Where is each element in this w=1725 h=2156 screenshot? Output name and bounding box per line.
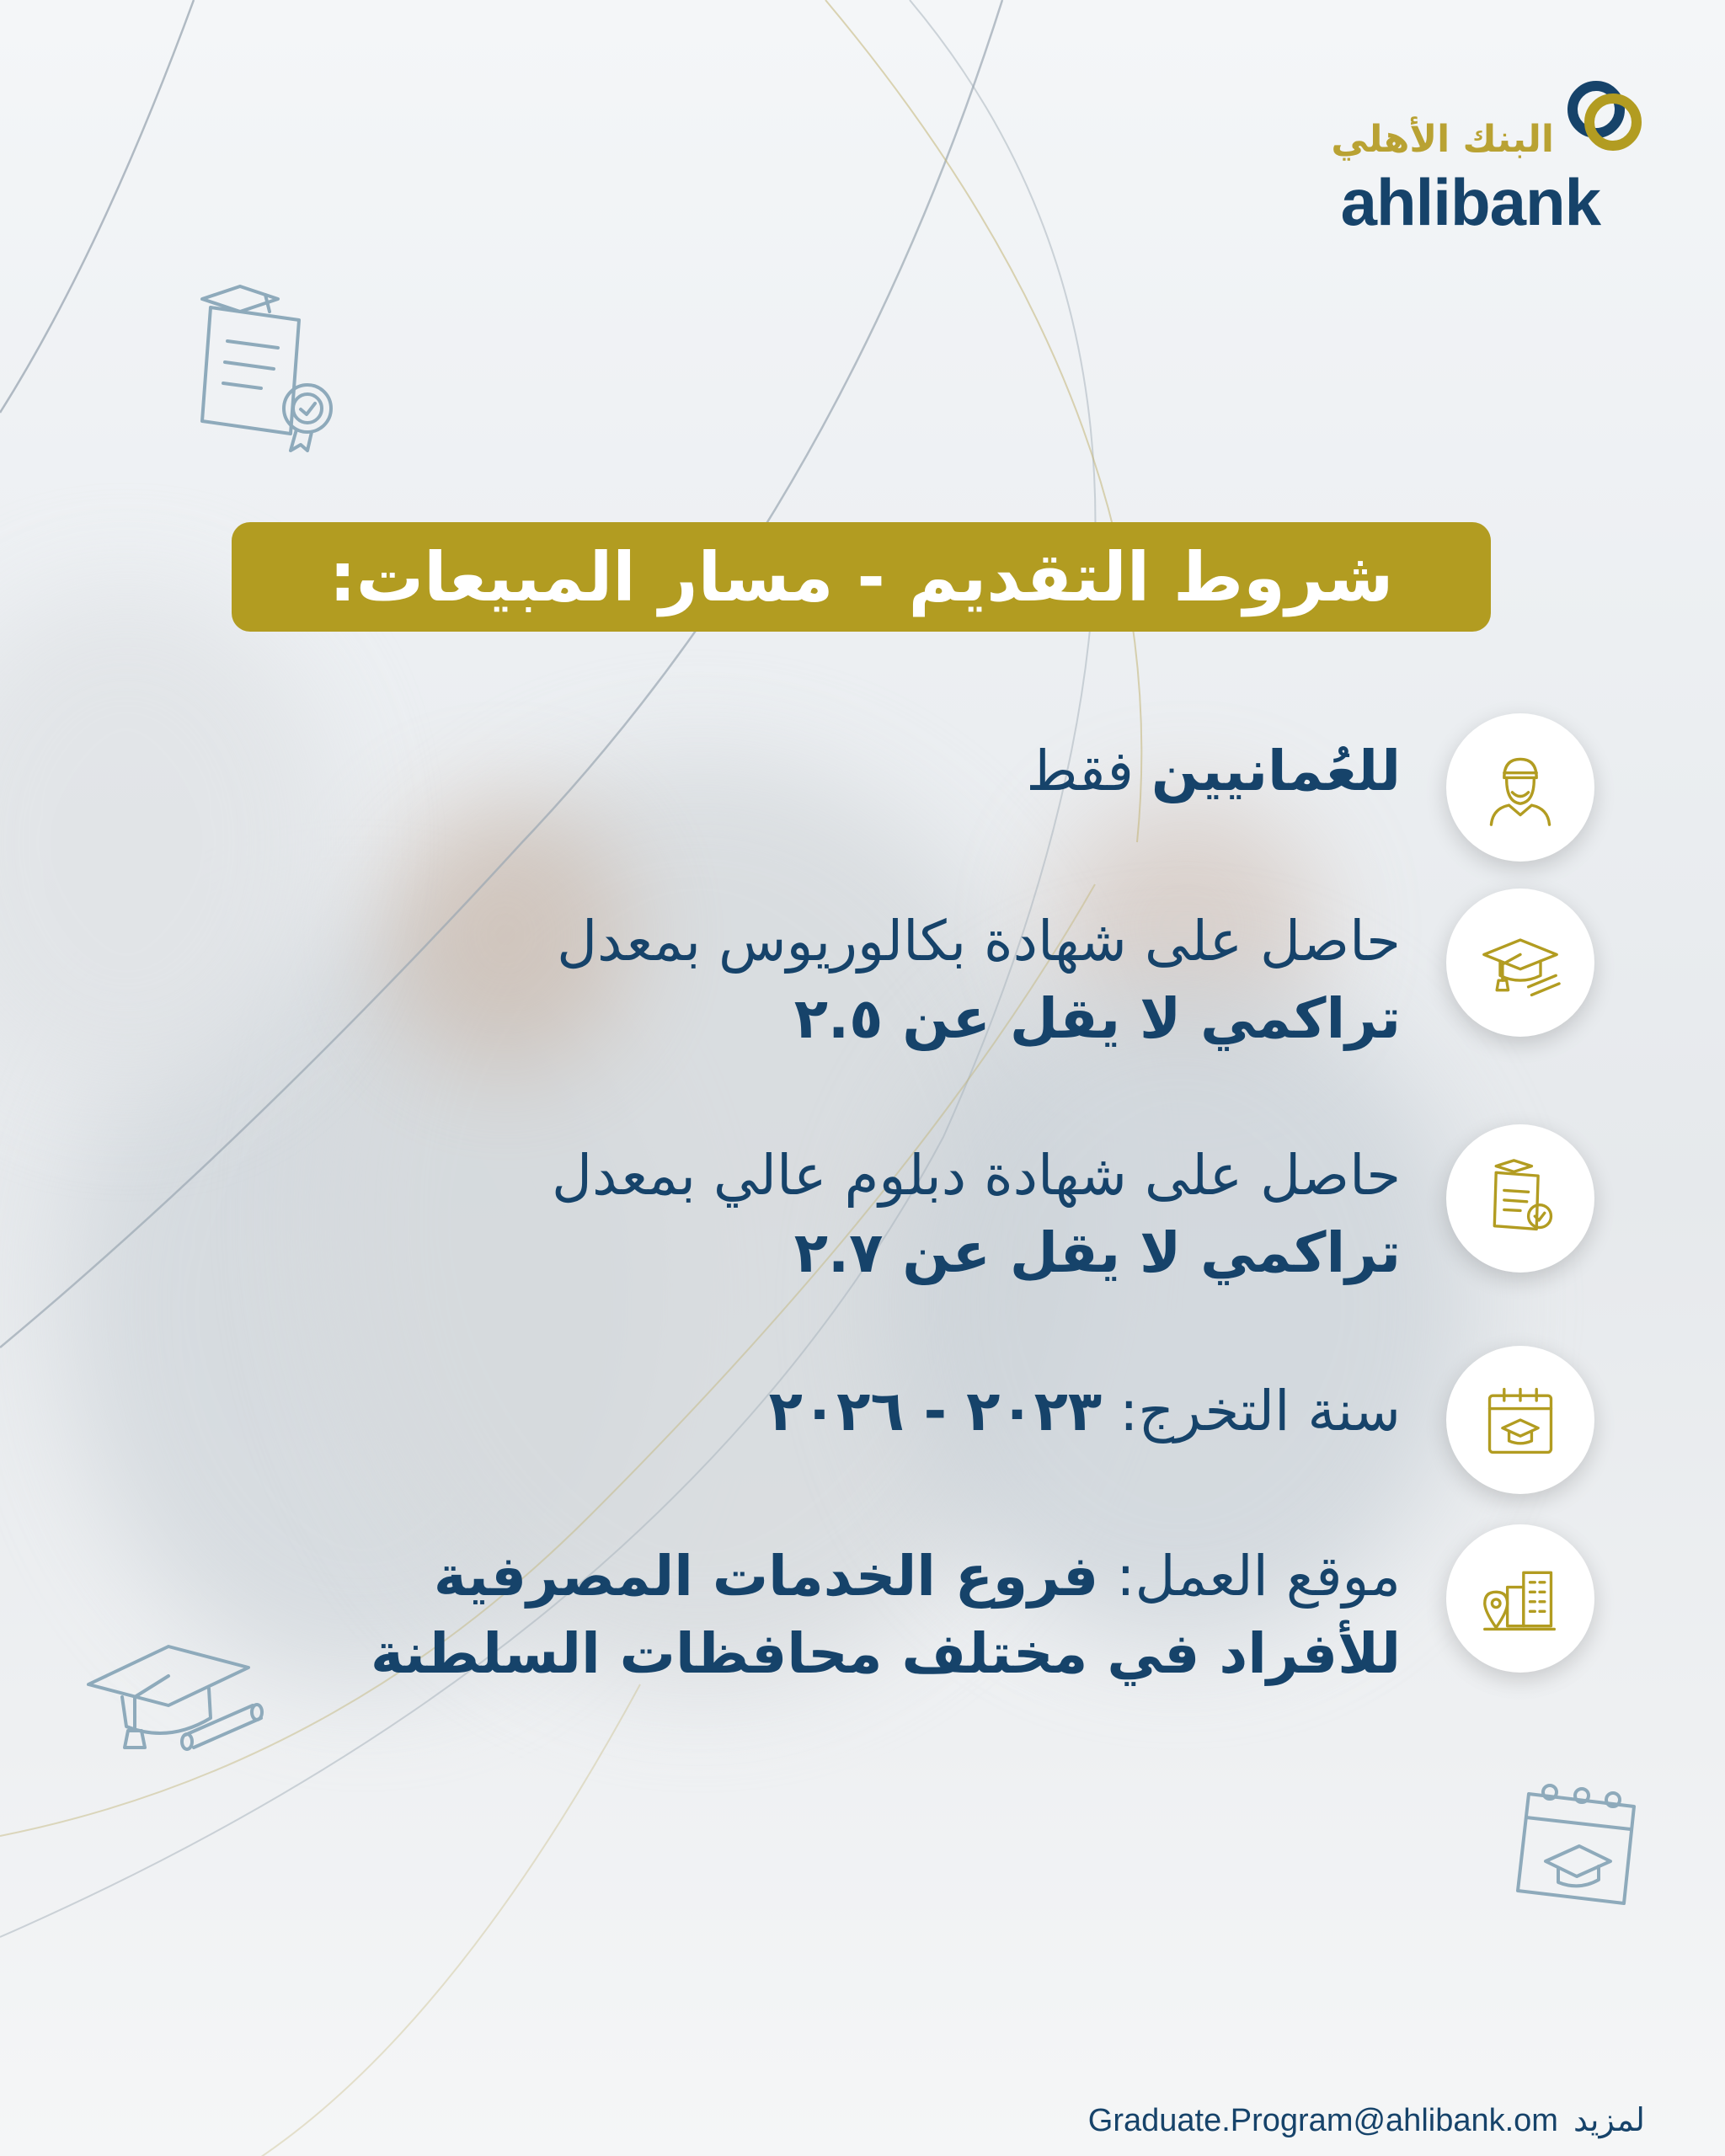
requirement-text-light: حاصل على شهادة بكالوريوس بمعدل <box>557 909 1401 974</box>
calendar-icon-circle <box>1446 1346 1594 1494</box>
requirement-text-light: حاصل على شهادة دبلوم عالي بمعدل <box>551 1143 1401 1208</box>
requirement-line <box>1026 733 1401 810</box>
requirement-text-bold: تراكمي لا يقل عن ٢.٧ <box>793 1220 1401 1285</box>
requirement-text-bold: للعُمانيين <box>1151 739 1401 803</box>
contact-email-link[interactable]: Graduate.Program@ahlibank.om <box>1087 2103 1558 2138</box>
logo-text-english: ahlibank <box>1340 165 1600 239</box>
ahlibank-logo-mark-icon <box>1558 72 1651 164</box>
building-location-icon <box>1480 1558 1561 1639</box>
requirement-work-location <box>371 1538 1401 1693</box>
requirement-line <box>769 1373 1401 1450</box>
footer-label: لمزيد <box>1573 2101 1645 2138</box>
requirement-nationality <box>1026 733 1401 810</box>
certificate-outline-icon <box>190 282 350 455</box>
requirement-line <box>552 1214 1401 1292</box>
calendar-outline-icon <box>1508 1777 1642 1912</box>
requirement-graduation-year <box>769 1373 1401 1450</box>
requirement-line <box>371 1615 1401 1693</box>
building-icon-circle <box>1446 1524 1594 1673</box>
requirement-text-bold: تراكمي لا يقل عن ٢.٥ <box>793 986 1401 1051</box>
requirement-text-light: فقط <box>1026 739 1151 803</box>
page-title: شروط التقديم - مسار المبيعات: <box>328 537 1394 616</box>
requirement-line <box>557 980 1401 1058</box>
requirement-line <box>371 1538 1401 1615</box>
requirement-text-bold: للأفراد في مختلف محافظات السلطنة <box>370 1621 1401 1686</box>
requirement-bachelor <box>557 903 1401 1058</box>
graduation-cap-diploma-icon <box>1480 922 1561 1003</box>
requirement-line <box>552 1137 1401 1214</box>
omani-man-icon-circle <box>1446 713 1594 862</box>
requirement-text-light: سنة التخرج: <box>1102 1379 1401 1444</box>
omani-man-icon <box>1480 747 1561 828</box>
certificate-icon <box>1480 1158 1561 1239</box>
calendar-graduation-icon <box>1480 1380 1561 1460</box>
logo-text-arabic: البنك الأهلي <box>1331 118 1554 161</box>
requirement-text-bold: فروع الخدمات المصرفية <box>433 1544 1099 1609</box>
certificate-icon-circle <box>1446 1124 1594 1273</box>
requirement-text-bold: ٢٠٢٣ - ٢٠٢٦ <box>768 1379 1103 1444</box>
footer-contact <box>1088 2101 1645 2139</box>
requirement-line <box>557 903 1401 980</box>
graduation-cap-icon-circle <box>1446 889 1594 1037</box>
requirement-diploma <box>552 1137 1401 1292</box>
ahlibank-logo <box>1263 72 1651 240</box>
graduation-cap-outline-icon <box>84 1630 265 1756</box>
title-banner <box>232 522 1491 632</box>
requirement-text-light: موقع العمل: <box>1098 1544 1401 1609</box>
